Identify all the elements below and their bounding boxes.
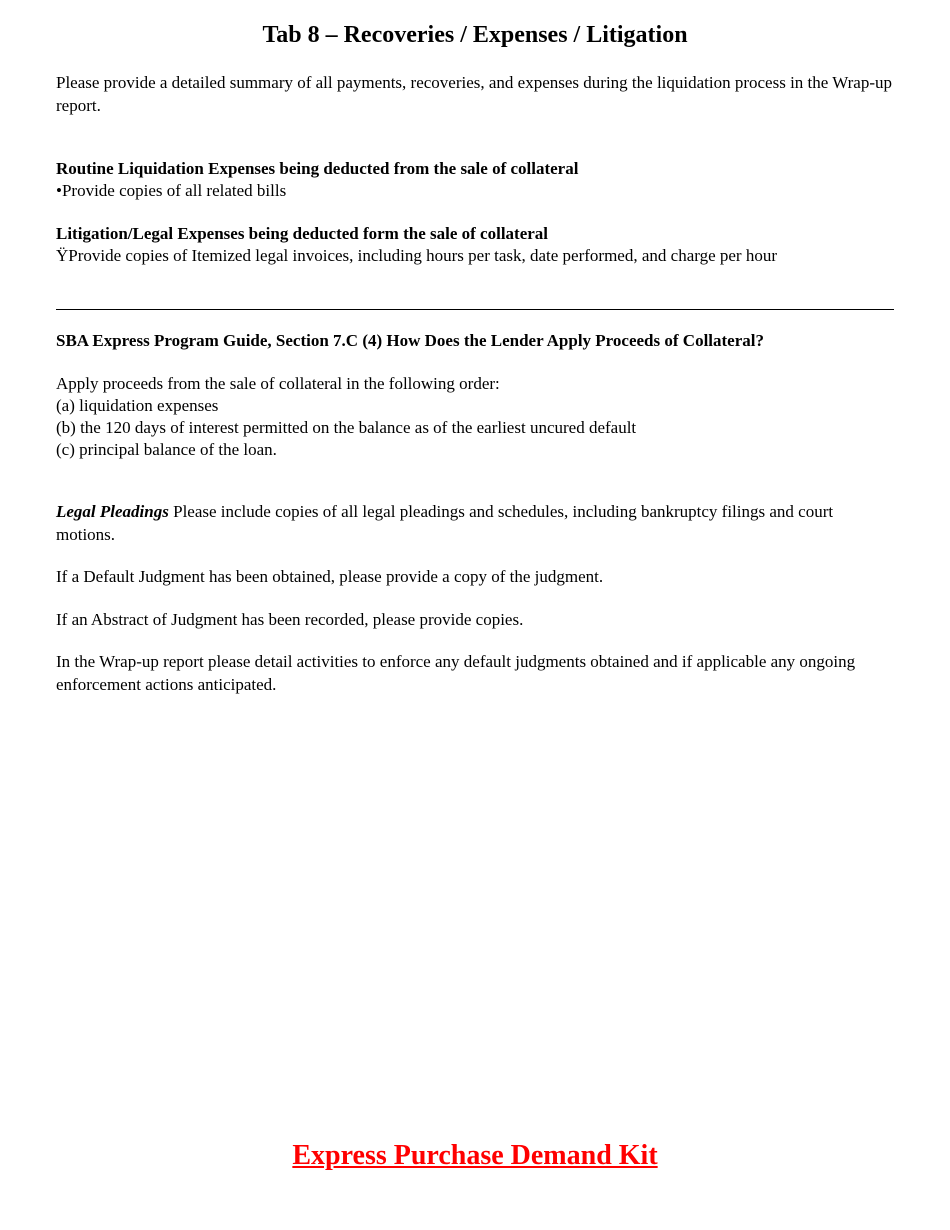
sba-guide-section: [56, 330, 894, 352]
intro-text: Please provide a detailed summary of all payments, recoveries, and expenses during the liquidation process in the Wrap-up report.: [56, 73, 893, 115]
sba-guide-heading: SBA Express Program Guide, Section 7.C (4) How Does the Lender Apply Proceeds of Collateral?: [56, 331, 764, 350]
routine-expenses-heading: Routine Liquidation Expenses being deducted from the sale of collateral: [56, 159, 579, 178]
default-judgment-text: If a Default Judgment has been obtained, please provide a copy of the judgment.: [56, 567, 604, 586]
litigation-expenses-section: [56, 223, 894, 267]
legal-pleadings-text: [56, 500, 894, 546]
proceeds-order-item: (b) the 120 days of interest permitted on the balance as of the earliest uncured default: [56, 418, 637, 437]
proceeds-order-item: (c) principal balance of the loan.: [56, 440, 277, 459]
litigation-expenses-bullet: ŸProvide copies of Itemized legal invoices, including hours per task, date performed, and charge per hour: [56, 246, 778, 265]
legal-pleadings-paragraph: [56, 500, 894, 546]
proceeds-order-list: [56, 373, 894, 461]
wrapup-paragraph: [56, 650, 894, 696]
intro-paragraph: [56, 71, 894, 117]
abstract-judgment-text: If an Abstract of Judgment has been recorded, please provide copies.: [56, 610, 524, 629]
routine-expenses-bullet: •Provide copies of all related bills: [56, 181, 287, 200]
wrapup-text: In the Wrap-up report please detail activities to enforce any default judgments obtained and if applicable any ongoing enforcement actions anticipated.: [56, 652, 856, 694]
horizontal-divider: [56, 309, 894, 310]
legal-pleadings-body: Please include copies of all legal pleadings and schedules, including bankruptcy filings and court motions.: [56, 502, 834, 544]
document-page: [56, 0, 894, 1230]
abstract-judgment-paragraph: [56, 608, 894, 631]
default-judgment-paragraph: [56, 565, 894, 588]
proceeds-order-lead: Apply proceeds from the sale of collateral in the following order:: [56, 374, 500, 393]
litigation-expenses-heading: Litigation/Legal Expenses being deducted form the sale of collateral: [56, 224, 549, 243]
routine-expenses-section: [56, 158, 894, 202]
page-title: Tab 8 – Recoveries / Expenses / Litigation: [262, 22, 688, 48]
footer-kit-title: Express Purchase Demand Kit: [292, 1140, 658, 1171]
proceeds-order-item: (a) liquidation expenses: [56, 396, 219, 415]
legal-pleadings-label: Legal Pleadings: [56, 502, 169, 521]
